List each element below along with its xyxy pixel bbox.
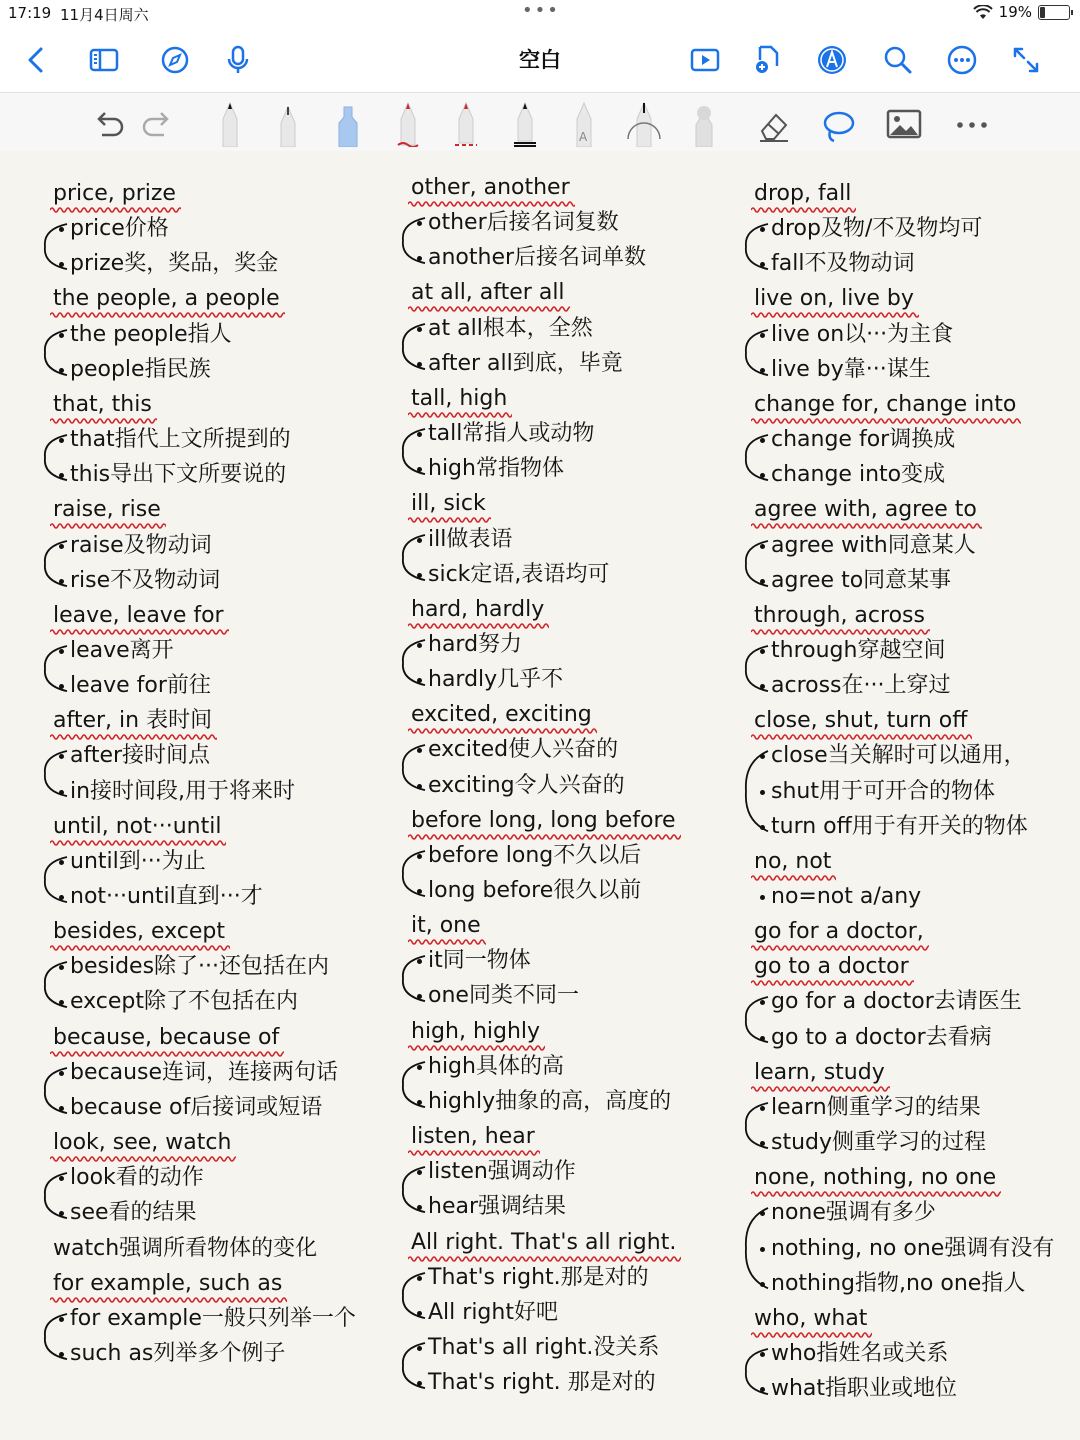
pen-red-icon[interactable]: [388, 99, 428, 147]
note-item: for example一般只列举一个: [70, 1305, 356, 1331]
item-brace: [738, 1347, 762, 1396]
image-icon[interactable]: [884, 99, 924, 147]
sidebar-icon[interactable]: [84, 40, 124, 80]
item-bullet: [417, 573, 422, 578]
pencil-icon[interactable]: [268, 99, 308, 147]
note-item: nothing, no one强调有没有: [771, 1235, 1055, 1261]
expand-icon[interactable]: [1006, 40, 1046, 80]
heading-underline: [50, 628, 229, 636]
text-pen-icon[interactable]: [564, 99, 604, 147]
item-brace: [37, 960, 61, 1009]
item-bullet: [417, 1065, 422, 1070]
note-item: hear强调结果: [428, 1194, 567, 1220]
item-bullet: [417, 538, 422, 543]
item-brace: [395, 1271, 419, 1320]
note-heading: agree with, agree to: [754, 497, 977, 523]
heading-underline: [751, 1085, 890, 1093]
heading-underline: [751, 979, 914, 987]
note-item: such as列举多个例子: [70, 1340, 286, 1366]
note-heading: listen, hear: [411, 1124, 535, 1150]
item-bullet: [760, 368, 765, 373]
redo-icon[interactable]: [138, 99, 178, 147]
item-bullet: [417, 1276, 422, 1281]
note-item: it同一物体: [428, 948, 531, 974]
note-item: except除了不包括在内: [70, 989, 299, 1015]
item-brace: [37, 1312, 61, 1361]
note-heading: at all, after all: [411, 280, 565, 306]
note-item: other后接名词复数: [428, 210, 619, 236]
note-heading: go for a doctor,: [754, 919, 924, 945]
item-brace: [37, 328, 61, 377]
microphone-icon[interactable]: [218, 40, 258, 80]
note-item: who指姓名或关系: [771, 1340, 949, 1366]
note-item: nothing指物,no one指人: [771, 1270, 1026, 1296]
item-bullet: [59, 368, 64, 373]
item-bullet: [760, 895, 765, 900]
heading-underline: [408, 727, 597, 735]
item-bullet: [59, 333, 64, 338]
note-item: That's right.那是对的: [428, 1264, 649, 1290]
item-brace: [738, 222, 762, 271]
note-item: price价格: [70, 216, 169, 242]
note-heading: no, not: [754, 848, 832, 874]
note-heading: the people, a people: [53, 286, 280, 312]
note-heading: other, another: [411, 175, 570, 200]
note-item: agree with同意某人: [771, 532, 976, 558]
heading-underline: [751, 874, 836, 882]
heading-underline: [751, 1331, 872, 1339]
item-bullet: [417, 784, 422, 789]
note-item: high具体的高: [428, 1053, 564, 1079]
drawing-toolbar: [0, 92, 1080, 152]
note-item: none强调有多少: [771, 1200, 936, 1226]
item-brace: [738, 644, 762, 693]
search-icon[interactable]: [878, 40, 918, 80]
battery-percent: 19%: [998, 3, 1032, 21]
note-item: drop及物/不及物均可: [771, 216, 983, 242]
item-bullet: [760, 1106, 765, 1111]
note-item: because连词，连接两句话: [70, 1059, 339, 1085]
status-date: 11月4日周六: [60, 6, 149, 24]
item-brace: [37, 855, 61, 904]
heading-underline: [50, 206, 181, 214]
note-item: shut用于可开合的物体: [771, 778, 995, 804]
note-item: after all到底，毕竟: [428, 350, 623, 376]
heading-underline: [50, 944, 230, 952]
note-item: hardly几乎不: [428, 667, 564, 693]
highlighter-icon[interactable]: [328, 99, 368, 147]
more-tools-icon[interactable]: [952, 99, 992, 147]
item-brace: [395, 427, 419, 476]
item-brace: [37, 433, 61, 482]
note-heading: learn, study: [754, 1059, 885, 1085]
heading-underline: [408, 833, 681, 841]
pen-underline-icon[interactable]: [505, 99, 545, 147]
note-heading: raise, rise: [53, 497, 161, 523]
note-heading: until, not···until: [53, 813, 222, 839]
item-brace: [395, 743, 419, 792]
heading-underline: [50, 733, 217, 741]
item-bullet: [59, 790, 64, 795]
note-item: across在···上穿过: [771, 673, 951, 699]
note-heading: excited, exciting: [411, 702, 592, 728]
item-brace: [738, 539, 762, 588]
item-brace: [37, 1066, 61, 1115]
note-heading: look, see, watch: [53, 1130, 232, 1156]
item-bullet: [417, 1311, 422, 1316]
heading-underline: [751, 417, 1021, 425]
multitask-dots-icon[interactable]: •••: [522, 0, 560, 21]
heading-underline: [751, 522, 982, 530]
item-bullet: [417, 1346, 422, 1351]
heading-underline: [751, 944, 929, 952]
status-time: 17:19: [8, 4, 52, 22]
heading-underline: [751, 628, 930, 636]
item-bullet: [59, 579, 64, 584]
item-bullet: [760, 1352, 765, 1357]
heading-underline: [50, 1296, 287, 1304]
note-item: That's all right.没关系: [428, 1334, 660, 1360]
note-item: long before很久以前: [428, 878, 642, 903]
eraser-icon[interactable]: [754, 99, 794, 147]
heading-underline: [408, 305, 570, 313]
compass-icon[interactable]: [155, 40, 195, 80]
note-heading: that, this: [53, 391, 152, 417]
note-item: listen强调动作: [428, 1159, 576, 1185]
item-bullet: [417, 854, 422, 859]
item-bullet: [59, 1106, 64, 1111]
item-bullet: [417, 327, 422, 332]
note-heading: who, what: [754, 1305, 868, 1331]
note-item: this导出下文所要说的: [70, 462, 287, 488]
item-brace: [395, 1341, 419, 1390]
item-bullet: [59, 860, 64, 865]
note-item: one同类不同一: [428, 983, 579, 1009]
item-bullet: [417, 889, 422, 894]
heading-underline: [751, 311, 919, 319]
item-brace: [37, 749, 61, 798]
nav-bar: [0, 26, 1080, 92]
note-item: sick定语,表语均可: [428, 561, 610, 587]
item-bullet: [59, 649, 64, 654]
note-item: no=not a/any: [771, 884, 922, 909]
item-bullet: [760, 579, 765, 584]
item-bullet: [760, 1036, 765, 1041]
note-item: people指民族: [70, 356, 211, 382]
note-item: in接时间段,用于将来时: [70, 778, 296, 804]
note-heading: price, prize: [53, 181, 176, 206]
heading-underline: [50, 311, 285, 319]
item-bullet: [59, 1317, 64, 1322]
note-heading: leave, leave for: [53, 602, 224, 628]
note-item: the people指人: [70, 321, 232, 347]
item-bullet: [760, 1282, 765, 1287]
item-bullet: [59, 544, 64, 549]
note-heading: tall, high: [411, 385, 508, 411]
note-item: agree to同意某事: [771, 567, 952, 593]
item-brace: [395, 533, 419, 582]
status-bar: [0, 0, 1080, 26]
note-heading: for example, such as: [53, 1270, 283, 1296]
battery-icon: [1038, 5, 1070, 20]
note-heading: go to a doctor: [754, 954, 909, 980]
note-heading: after, in 表时间: [53, 708, 213, 734]
undo-icon[interactable]: [88, 99, 128, 147]
note-item: live by靠···谋生: [771, 356, 931, 382]
item-brace: [738, 1101, 762, 1150]
item-bullet: [417, 643, 422, 648]
heading-underline: [408, 622, 549, 630]
item-brace: [395, 1165, 419, 1214]
item-brace: [37, 222, 61, 271]
item-brace: [395, 322, 419, 371]
note-heading: close, shut, turn off: [754, 708, 968, 734]
item-brace: [738, 1206, 762, 1290]
heading-underline: [408, 516, 491, 524]
heading-underline: [751, 206, 856, 214]
heading-underline: [751, 733, 972, 741]
heading-underline: [50, 839, 226, 847]
note-item: tall常指人或动物: [428, 421, 595, 447]
fill-icon[interactable]: [684, 99, 724, 147]
heading-underline: [50, 1155, 236, 1163]
note-item: highly抽象的高，高度的: [428, 1088, 672, 1114]
note-item: besides除了···还包括在内: [70, 954, 330, 980]
note-heading: because, because of: [53, 1024, 280, 1050]
heading-underline: [408, 1255, 681, 1263]
wifi-icon: [973, 5, 993, 20]
item-brace: [395, 216, 419, 265]
note-item: through穿越空间: [771, 637, 946, 663]
note-item: hard努力: [428, 631, 523, 657]
pen-dashed-icon[interactable]: [446, 99, 486, 147]
heading-underline: [408, 1149, 540, 1157]
note-item: raise及物动词: [70, 532, 212, 558]
note-item: excited使人兴奋的: [428, 737, 619, 763]
note-item: exciting令人兴奋的: [428, 772, 625, 798]
item-brace: [37, 644, 61, 693]
note-item: turn off用于有开关的物体: [771, 813, 1028, 839]
note-heading: ill, sick: [411, 491, 486, 517]
item-bullet: [59, 895, 64, 900]
note-heading: besides, except: [53, 919, 226, 945]
item-bullet: [760, 825, 765, 830]
note-item: learn侧重学习的结果: [771, 1094, 981, 1120]
item-bullet: [59, 1352, 64, 1357]
status-right: [973, 3, 1070, 21]
lasso-pen-icon[interactable]: [624, 99, 664, 147]
note-item: change for调换成: [771, 427, 956, 453]
note-item: ill做表语: [428, 526, 513, 552]
note-heading: change for, change into: [754, 391, 1017, 417]
note-heading: live on, live by: [754, 286, 914, 312]
item-brace: [395, 638, 419, 687]
lasso-icon[interactable]: [818, 99, 858, 147]
note-heading: it, one: [411, 913, 481, 939]
note-heading: All right. That's all right.: [411, 1229, 677, 1255]
note-item: prize奖，奖品，奖金: [70, 251, 279, 277]
item-brace: [37, 539, 61, 588]
note-heading: none, nothing, no one: [754, 1165, 997, 1191]
item-brace: [738, 749, 762, 833]
item-brace: [395, 1060, 419, 1109]
note-item: go for a doctor去请医生: [771, 989, 1022, 1015]
note-item: rise不及物动词: [70, 567, 221, 593]
heading-underline: [408, 411, 512, 419]
note-item: not···until直到···才: [70, 884, 263, 909]
note-item: before long不久以后: [428, 842, 642, 868]
pen-mode-icon[interactable]: [812, 40, 852, 80]
item-bullet: [760, 1247, 765, 1252]
item-brace: [395, 849, 419, 898]
note-item: because of后接词或短语: [70, 1094, 323, 1120]
note-item: live on以···为主食: [771, 321, 954, 347]
heading-underline: [50, 522, 166, 530]
note-item: that指代上文所提到的: [70, 427, 291, 453]
heading-underline: [50, 417, 157, 425]
add-document-icon[interactable]: [748, 40, 788, 80]
note-extra: watch强调所看物体的变化: [53, 1235, 318, 1261]
note-canvas[interactable]: [0, 151, 1080, 1440]
item-bullet: [59, 1071, 64, 1076]
item-brace: [738, 995, 762, 1044]
play-icon[interactable]: [685, 40, 725, 80]
item-bullet: [760, 649, 765, 654]
item-brace: [395, 954, 419, 1003]
heading-underline: [50, 1050, 284, 1058]
heading-underline: [408, 200, 575, 208]
item-brace: [738, 433, 762, 482]
item-bullet: [760, 790, 765, 795]
item-bullet: [760, 333, 765, 338]
note-item: after接时间点: [70, 743, 211, 769]
note-item: see看的结果: [70, 1200, 197, 1226]
note-item: high常指物体: [428, 456, 564, 482]
page-title: 空白: [519, 48, 561, 72]
note-item: another后接名词单数: [428, 245, 647, 271]
item-brace: [37, 1171, 61, 1220]
note-heading: through, across: [754, 602, 925, 628]
note-item: leave离开: [70, 637, 174, 663]
note-item: at all根本，全然: [428, 315, 593, 341]
heading-underline: [408, 938, 486, 946]
item-bullet: [417, 1100, 422, 1105]
note-item: look看的动作: [70, 1165, 204, 1191]
item-brace: [738, 328, 762, 377]
note-item: until到···为止: [70, 848, 206, 874]
back-chevron-icon[interactable]: [16, 40, 56, 80]
note-item: what指职业或地位: [771, 1376, 958, 1402]
note-item: That's right. 那是对的: [428, 1370, 656, 1396]
note-heading: before long, long before: [411, 807, 676, 833]
note-item: close当关解时可以通用，: [771, 743, 1026, 769]
heading-underline: [751, 1190, 1001, 1198]
note-item: change into变成: [771, 462, 946, 488]
svg-text:A: A: [579, 130, 588, 144]
note-heading: high, highly: [411, 1018, 541, 1044]
note-heading: drop, fall: [754, 181, 852, 206]
item-bullet: [417, 362, 422, 367]
note-heading: hard, hardly: [411, 596, 545, 622]
item-bullet: [760, 544, 765, 549]
note-item: study侧重学习的过程: [771, 1130, 987, 1156]
note-item: go to a doctor去看病: [771, 1024, 992, 1050]
note-item: leave for前往: [70, 673, 211, 699]
heading-underline: [408, 1044, 545, 1052]
note-item: fall不及物动词: [771, 251, 915, 277]
pen-icon[interactable]: [210, 99, 250, 147]
note-item: All right好吧: [428, 1299, 558, 1325]
more-icon[interactable]: [942, 40, 982, 80]
